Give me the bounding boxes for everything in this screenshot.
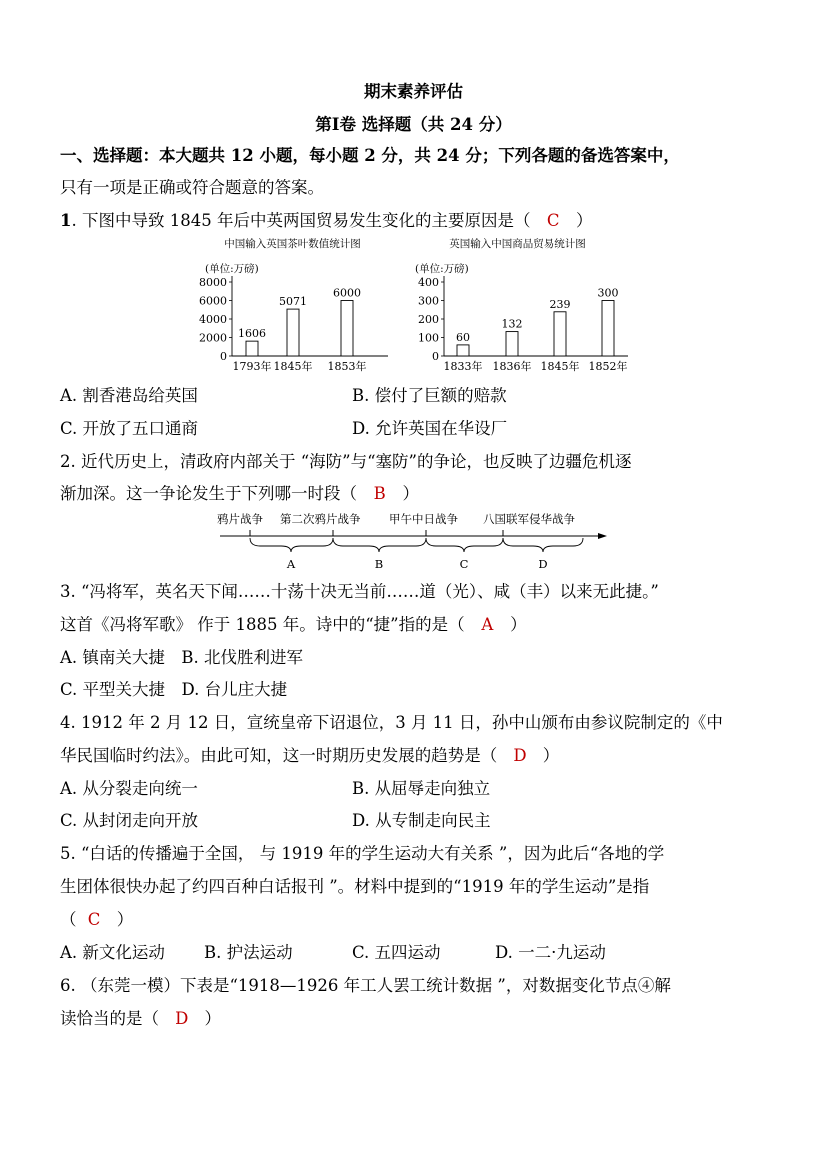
chart-y-tick-label: 100 — [418, 331, 439, 345]
q1-option-b: B. 偿付了巨额的赔款 — [352, 386, 507, 405]
chart-y-tick-label: 200 — [418, 313, 439, 326]
chart-bar — [341, 301, 353, 357]
chart-bar — [457, 345, 469, 356]
answer-4: D — [513, 746, 527, 765]
section-title: 第Ⅰ卷 选择题（共 24 分） — [315, 115, 512, 134]
chart-title: 中国输入英国茶叶数值统计图 — [224, 238, 361, 250]
chart-x-tick-label: 1845年 — [540, 360, 580, 373]
q4-option-c: C. 从封闭走向开放 — [60, 811, 199, 830]
q1-option-a: A. 割香港岛给英国 — [60, 386, 198, 405]
timeline-brace-c — [426, 538, 503, 552]
question-4-line-2: 华民国临时约法》。由此可知，这一时期历史发展的趋势是（ D ） — [60, 746, 560, 765]
question-6-line-2: 读恰当的是（ D ） — [60, 1009, 221, 1028]
chart-y-label: (单位:万磅) — [415, 263, 469, 275]
question-5-line-3: （ C ） — [60, 910, 134, 929]
q4-option-b: B. 从屈辱走向独立 — [352, 779, 491, 798]
chart-y-tick-label: 8000 — [199, 276, 227, 289]
question-4-line-1: 4. 1912 年 2 月 12 日，宣统皇帝下诏退位，3 月 11 日，孙中山颁布由参议院制定的《中 — [60, 713, 723, 732]
chart-data-label: 6000 — [333, 286, 361, 300]
timeline-event-second-opium-war: 第二次鸦片战争 — [280, 512, 361, 526]
timeline-arrow — [598, 533, 607, 539]
timeline-segment-c: C — [459, 557, 469, 571]
question-2-line-2: 渐加深。这一争论发生于下列哪一时段（ B ） — [60, 484, 419, 503]
chart-y-label: (单位:万磅) — [205, 263, 259, 275]
timeline-event-opium-war: 鸦片战争 — [217, 512, 263, 526]
answer-5: C — [87, 910, 101, 929]
chart-bar — [287, 309, 299, 356]
q1-option-c: C. 开放了五口通商 — [60, 419, 199, 438]
answer-3: A — [481, 615, 494, 634]
chart-british-goods — [405, 234, 635, 376]
chart-y-tick-label: 400 — [418, 276, 439, 289]
answer-2: B — [373, 484, 386, 503]
chart-title: 英国输入中国商品贸易统计图 — [449, 238, 586, 250]
chart-x-tick-label: 1853年 — [327, 360, 367, 373]
chart-bar — [602, 301, 614, 357]
q5-option-b: B. 护法运动 — [204, 943, 293, 962]
timeline-event-sino-japanese-war: 甲午中日战争 — [389, 512, 458, 526]
chart-bar — [554, 312, 566, 356]
chart-x-tick-label: 1793年 — [232, 360, 272, 373]
instructions-line-1: 一、选择题：本大题共 12 小题，每小题 2 分，共 24 分；下列各题的备选答案中， — [60, 146, 680, 165]
chart-x-tick-label: 1845年 — [273, 360, 313, 373]
question-2-line-1: 2. 近代历史上，清政府内部关于 “海防”与“塞防”的争论，也反映了边疆危机逐 — [60, 452, 632, 471]
q5-option-a: A. 新文化运动 — [60, 943, 165, 962]
page-title: 期末素养评估 — [364, 82, 463, 101]
question-3-line-1: 3. “冯将军，英名天下闻……十荡十决无当前……道（光）、咸（丰）以来无此捷。” — [60, 582, 659, 601]
chart-bar — [506, 332, 518, 356]
answer-6: D — [175, 1009, 189, 1028]
chart-x-tick-label: 1836年 — [492, 360, 532, 373]
chart-data-label: 60 — [456, 330, 470, 344]
timeline-segment-a: A — [286, 557, 296, 571]
question-5-line-2: 生团体很快办起了约四百种白话报刊 ”。材料中提到的“1919 年的学生运动”是指 — [60, 877, 650, 896]
chart-y-tick-label: 0 — [220, 350, 227, 363]
chart-data-label: 300 — [597, 286, 619, 300]
chart-bar — [246, 341, 258, 356]
timeline-segment-d: D — [538, 557, 548, 571]
chart-data-label: 132 — [501, 317, 523, 331]
timeline-segment-b: B — [374, 557, 384, 571]
chart-x-tick-label: 1833年 — [443, 360, 483, 373]
chart-data-label: 1606 — [238, 327, 266, 341]
question-6-line-1: 6. （东莞一模）下表是“1918—1926 年工人罢工统计数据 ”，对数据变化节点④解 — [60, 976, 671, 995]
chart-data-label: 5071 — [279, 295, 307, 309]
timeline-brace-a — [250, 538, 333, 552]
answer-1: C — [546, 211, 560, 230]
timeline-brace-b — [333, 538, 426, 552]
q3-options-row-1: A. 镇南关大捷 B. 北伐胜利进军 — [60, 648, 304, 667]
q5-option-c: C. 五四运动 — [352, 943, 441, 962]
question-1-stem: 1. 下图中导致 1845 年后中英两国贸易发生变化的主要原因是（ C ） — [60, 211, 593, 230]
chart-x-tick-label: 1852年 — [588, 360, 628, 373]
q5-option-d: D. 一二·九运动 — [495, 943, 606, 962]
timeline-brace-d — [503, 538, 583, 552]
chart-y-tick-label: 4000 — [199, 313, 227, 326]
q1-option-d: D. 允许英国在华设厂 — [352, 419, 508, 438]
chart-data-label: 239 — [549, 297, 571, 311]
chart-tea-export — [195, 234, 395, 376]
chart-y-tick-label: 6000 — [199, 294, 227, 308]
q4-option-d: D. 从专制走向民主 — [352, 811, 491, 830]
q4-option-a: A. 从分裂走向统一 — [60, 779, 198, 798]
question-5-line-1: 5. “白话的传播遍于全国， 与 1919 年的学生运动大有关系 ”，因为此后“各地的学 — [60, 844, 665, 863]
chart-y-tick-label: 2000 — [199, 331, 227, 345]
timeline-diagram — [215, 508, 615, 574]
timeline-event-eight-nation-war: 八国联军侵华战争 — [483, 512, 575, 526]
instructions-line-2: 只有一项是正确或符合题意的答案。 — [60, 178, 324, 197]
chart-y-tick-label: 300 — [418, 294, 439, 308]
q3-options-row-2: C. 平型关大捷 D. 台儿庄大捷 — [60, 680, 288, 699]
question-3-line-2: 这首《冯将军歌》 作于 1885 年。诗中的“捷”指的是（ A ） — [60, 615, 527, 634]
chart-y-tick-label: 0 — [432, 350, 439, 363]
